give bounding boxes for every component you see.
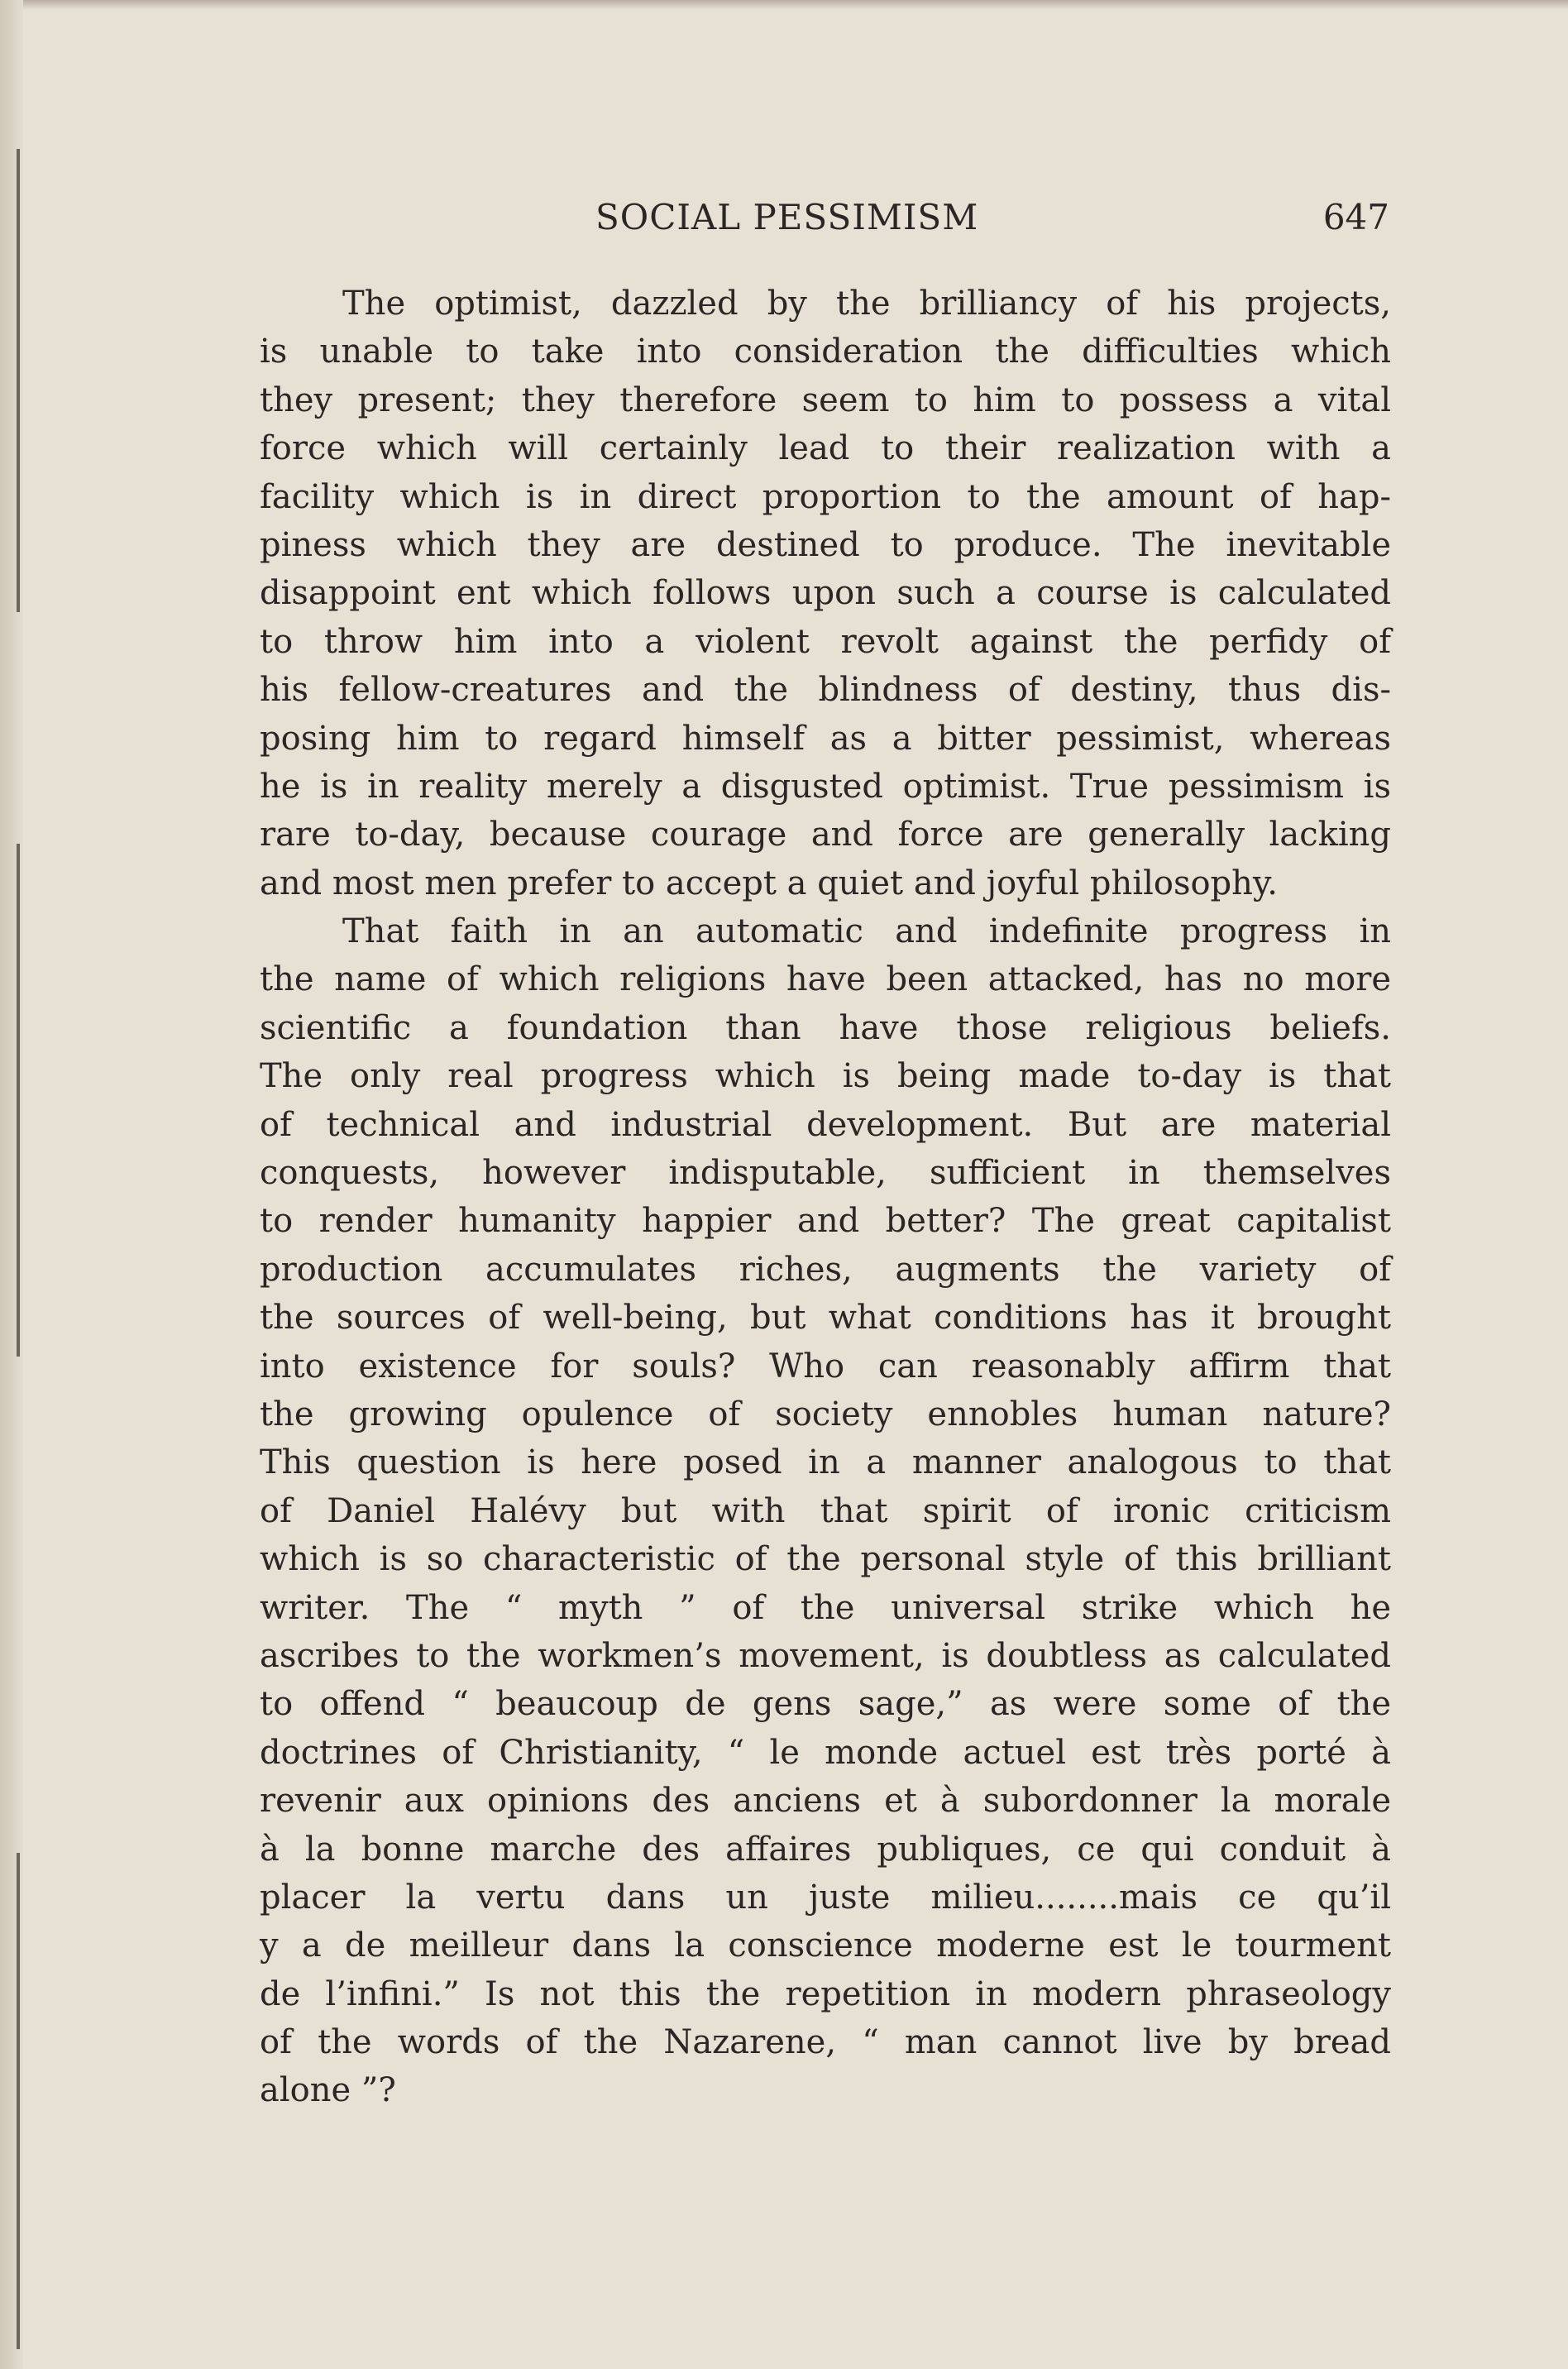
text-line: à la bonne marche des affaires publiques, ce qui conduit à — [260, 1830, 1391, 1869]
text-line: force which will certainly lead to their realization with a — [260, 429, 1391, 468]
text-line: to offend “ beaucoup de gens sage,” as were some of the — [260, 1685, 1391, 1724]
text-line: alone ”? — [260, 2071, 396, 2110]
text-line: The only real progress which is being made to-day is that — [260, 1057, 1391, 1096]
text-line: revenir aux opinions des anciens et à subordonner la morale — [260, 1782, 1391, 1821]
text-line: into existence for souls? Who can reasonably affirm that — [260, 1347, 1391, 1386]
text-line: the name of which religions have been attacked, has no more — [260, 960, 1391, 999]
text-line: disappoint ent which follows upon such a course is calculated — [260, 574, 1391, 613]
text-line: This question is here posed in a manner analogous to that — [260, 1443, 1391, 1482]
text-line: production accumulates riches, augments the variety of — [260, 1250, 1391, 1289]
page-header — [256, 197, 1389, 246]
binding-line — [17, 844, 20, 1357]
text-line: The optimist, dazzled by the brilliancy of his projects, — [342, 285, 1391, 323]
text-line: and most men prefer to accept a quiet and joyful philosophy. — [260, 864, 1278, 902]
text-line: which is so characteristic of the personal style of this brilliant — [260, 1540, 1391, 1579]
text-line: That faith in an automatic and indefinite progress in — [342, 912, 1391, 951]
text-line: to render humanity happier and better? The great capitalist — [260, 1202, 1391, 1241]
text-line: of technical and industrial development. But are material — [260, 1105, 1391, 1144]
text-line: facility which is in direct proportion to the amount of hap- — [260, 477, 1391, 516]
text-line: de l’infini.” Is not this the repetition in modern phraseology — [260, 1974, 1391, 2013]
text-line: ascribes to the workmen’s movement, is doubtless as calculated — [260, 1636, 1391, 1675]
text-line: he is in reality merely a disgusted optimist. True pessimism is — [260, 767, 1391, 806]
text-line: his fellow-creatures and the blindness of destiny, thus dis- — [260, 671, 1391, 710]
page-number: 647 — [1322, 197, 1389, 237]
text-line: y a de meilleur dans la conscience moderne est le tourment — [260, 1926, 1391, 1965]
text-line: is unable to take into consideration the difficulties which — [260, 333, 1391, 371]
page-top-edge — [0, 0, 1568, 10]
running-title: SOCIAL PESSIMISM — [595, 197, 979, 237]
text-line: piness which they are destined to produce. The inevitable — [260, 525, 1391, 564]
body-text — [260, 280, 1391, 2115]
text-line: the growing opulence of society ennobles human nature? — [260, 1395, 1391, 1433]
text-line: placer la vertu dans un juste milieu........mais ce qu’il — [260, 1878, 1391, 1917]
text-line: of Daniel Halévy but with that spirit of ironic criticism — [260, 1491, 1391, 1530]
text-line: they present; they therefore seem to him to possess a vital — [260, 380, 1391, 419]
text-line: rare to-day, because courage and force are generally lacking — [260, 816, 1391, 854]
text-line: conquests, however indisputable, sufficient in themselves — [260, 1154, 1391, 1193]
text-line: of the words of the Nazarene, “ man cannot live by bread — [260, 2023, 1391, 2062]
text-line: the sources of well-being, but what conditions has it brought — [260, 1299, 1391, 1338]
text-line: to throw him into a violent revolt against the perfidy of — [260, 622, 1391, 661]
text-line: writer. The “ myth ” of the universal strike which he — [260, 1588, 1391, 1627]
binding-line — [17, 1853, 20, 2349]
text-line: posing him to regard himself as a bitter pessimist, whereas — [260, 719, 1391, 758]
text-line: scientific a foundation than have those religious beliefs. — [260, 1008, 1391, 1047]
text-line: doctrines of Christianity, “ le monde actuel est très porté à — [260, 1733, 1391, 1772]
binding-line — [17, 149, 20, 612]
